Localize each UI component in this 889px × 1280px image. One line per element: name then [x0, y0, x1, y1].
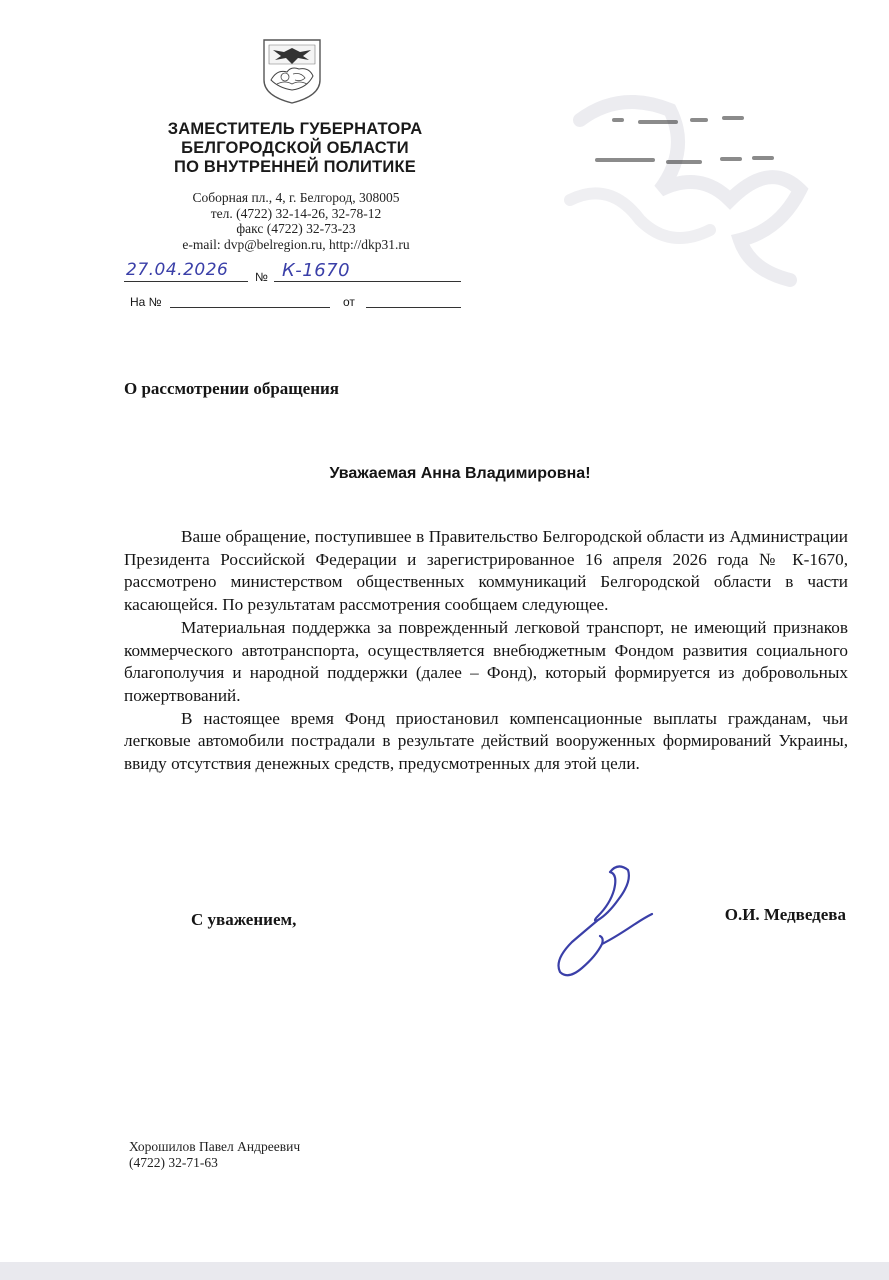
registration-line	[124, 262, 464, 284]
from-underline	[366, 307, 461, 308]
redacted-text	[638, 120, 678, 124]
number-label: №	[255, 270, 268, 284]
redacted-text	[720, 157, 742, 161]
executor-name: Хорошилов Павел Андреевич	[129, 1139, 301, 1154]
registration-number: К-1670	[282, 260, 351, 281]
issuer-title	[120, 120, 470, 177]
contact-fax: факс (4722) 32-73-23	[236, 221, 356, 236]
letter-subject: О рассмотрении обращения	[124, 379, 339, 398]
page-bottom-edge	[0, 1262, 889, 1280]
issuer-line: ПО ВНУТРЕННЕЙ ПОЛИТИКЕ	[174, 158, 416, 176]
body-paragraph: Материальная поддержка за поврежденный легковой транспорт, не имеющий признаков коммерческого автотранспорта, осуществляется внебюджетным Фондом развития социального благополучия и народной поддержки (далее – Фонд), который формируется из добровольных пожертвований.	[124, 617, 848, 705]
letter-body	[124, 526, 848, 776]
contact-email: e-mail: dvp@belregion.ru, http://dkp31.ru	[182, 236, 410, 252]
body-paragraph: Ваше обращение, поступившее в Правительство Белгородской области из Администрации Президента Российской Федерации и зарегистрированное 16 апреля 2026 года № К-1670, рассмотрено министерством общественных коммуникаций Белгородской области в части касающейся. По результатам рассмотрения сообщаем следующее.	[124, 527, 848, 615]
executor-block	[129, 1139, 300, 1171]
reply-to-label: На №	[130, 295, 162, 309]
redacted-text	[666, 160, 702, 164]
registration-date: 27.04.2026	[126, 260, 229, 280]
signature-icon	[548, 860, 658, 985]
redacted-text	[612, 118, 624, 122]
body-paragraph: В настоящее время Фонд приостановил компенсационные выплаты гражданам, чьи легковые автомобили пострадали в результате действий вооруженных формирований Украины, ввиду отсутствия денежных средств, предусмотренных для этой цели.	[124, 708, 848, 774]
issuer-line: ЗАМЕСТИТЕЛЬ ГУБЕРНАТОРА	[167, 120, 423, 138]
reply-reference-line	[130, 295, 465, 311]
letter-greeting: Уважаемая Анна Владимировна!	[329, 465, 591, 482]
redacted-addressee	[540, 80, 830, 310]
redacted-text	[752, 156, 774, 160]
coat-of-arms-icon	[259, 36, 325, 106]
redacted-text	[722, 116, 744, 120]
contact-address: Соборная пл., 4, г. Белгород, 308005	[192, 190, 400, 205]
issuer-contacts	[120, 190, 472, 252]
from-label: от	[343, 295, 355, 309]
executor-phone: (4722) 32-71-63	[129, 1155, 218, 1170]
issuer-line: БЕЛГОРОДСКОЙ ОБЛАСТИ	[181, 139, 409, 157]
date-underline	[124, 281, 248, 282]
redacted-stamp-ghost	[540, 80, 830, 310]
signer-name: О.И. Медведева	[724, 905, 846, 924]
letter-closing: С уважением,	[191, 910, 297, 929]
contact-phone: тел. (4722) 32-14-26, 32-78-12	[210, 205, 382, 221]
number-underline	[274, 281, 461, 282]
redacted-text	[595, 158, 655, 162]
reply-to-underline	[170, 307, 330, 308]
redacted-text	[690, 118, 708, 122]
